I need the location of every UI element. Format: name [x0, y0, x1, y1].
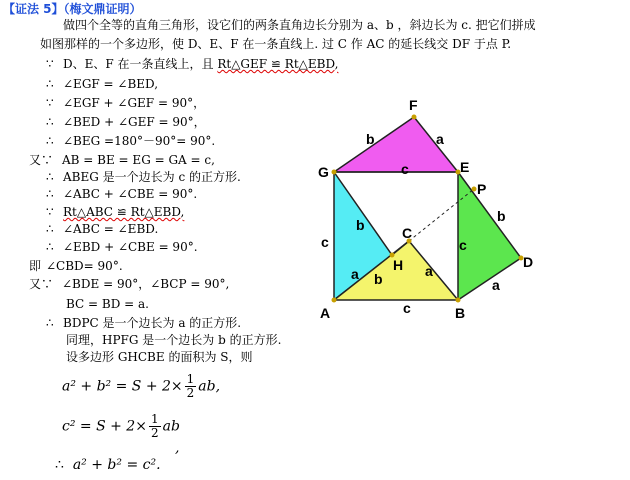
proof-text: ∠BED + ∠GEF = 90°，: [63, 115, 206, 129]
proof-symbol: 即: [29, 259, 42, 273]
side-left-a: a: [351, 266, 359, 282]
side-top-c: c: [401, 161, 409, 177]
conclusion-text: a² + b² = c².: [72, 457, 161, 473]
label-d: D: [523, 254, 534, 270]
proof-text: BDPC 是一个边长为 a 的正方形.: [63, 316, 242, 330]
proof-text: AB = BE = EG = GA = c,: [62, 153, 215, 167]
side-bottom-b: b: [374, 271, 383, 287]
label-a: A: [320, 305, 331, 321]
proof-text: ∠EGF + ∠GEF = 90°，: [63, 96, 206, 110]
side-left-b: b: [356, 217, 365, 233]
vertex-g: [332, 170, 337, 175]
triangle-ebd: [458, 172, 521, 300]
side-bottom-c: c: [403, 300, 411, 316]
vertex-f: [412, 115, 417, 120]
side-bottom-a: a: [425, 263, 433, 279]
proof-symbol: 又∵: [29, 153, 54, 167]
proof-text: D、E、F 在一条直线上，且: [63, 57, 218, 71]
proof-symbol: ∴: [46, 240, 54, 254]
side-top-b: b: [366, 131, 375, 147]
label-c: C: [402, 225, 413, 241]
proof-text: ∠EBD + ∠CBE = 90°.: [63, 240, 198, 254]
proof-symbol: ∴: [46, 115, 54, 129]
proof-symbol: ∵: [46, 96, 54, 110]
eq2-tail: ,: [175, 440, 180, 456]
side-top-a: a: [436, 131, 444, 147]
conclusion-symbol: ∴: [55, 457, 64, 473]
label-g: G: [318, 164, 329, 180]
proof-symbol: ∴: [46, 222, 54, 236]
side-left-c: c: [321, 234, 329, 250]
eq1-left: a² + b² = S + 2×: [62, 378, 183, 395]
proof-text: ∠CBD= 90°.: [46, 259, 123, 273]
side-right-a: a: [492, 277, 500, 293]
proof-text: ∠ABC = ∠EBD.: [63, 222, 159, 236]
proof-symbol: ∴: [46, 134, 54, 148]
eq2-num: 1: [150, 412, 159, 426]
proof-text: BC = BD = a.: [66, 297, 149, 311]
proof-text: 同理，HPFG 是一个边长为 b 的正方形.: [66, 333, 282, 347]
eq2-left: c² = S + 2×: [62, 418, 147, 435]
side-right-b: b: [497, 208, 506, 224]
congruence-statement: Rt△ABC ≌ Rt△EBD,: [63, 205, 185, 219]
proof-text: ∠EGF = ∠BED,: [63, 77, 159, 91]
proof-symbol: ∵: [46, 57, 54, 71]
eq1-den: 2: [186, 386, 195, 400]
proof-symbol: ∴: [46, 170, 54, 184]
side-right-c: c: [459, 237, 467, 253]
proof-text: ABEG 是一个边长为 c 的正方形.: [63, 170, 241, 184]
label-b: B: [455, 305, 466, 321]
eq1-right: ab,: [198, 378, 221, 395]
eq1-num: 1: [186, 372, 195, 386]
attribution: （梅文鼎证明）: [63, 2, 142, 16]
label-h: H: [393, 257, 404, 273]
eq2-right: ab: [162, 418, 180, 435]
vertex-b: [456, 298, 461, 303]
label-p: P: [477, 181, 487, 197]
proof-symbol: ∴: [46, 187, 54, 201]
proof-symbol: ∵: [46, 205, 54, 219]
proof-text: ∠BDE = 90°，∠BCP = 90°,: [62, 277, 230, 291]
method-label: 【证法 5】: [3, 2, 64, 16]
congruence-statement: Rt△GEF ≌ Rt△EBD,: [217, 57, 339, 71]
vertex-a: [332, 298, 337, 303]
proof-text: ∠ABC + ∠CBE = 90°.: [63, 187, 198, 201]
proof-symbol: ∴: [46, 77, 54, 91]
proof-text: ∠BEG =180°－90°= 90°.: [63, 134, 216, 148]
proof-symbol: ∴: [46, 316, 54, 330]
label-e: E: [460, 159, 470, 175]
label-f: F: [409, 97, 418, 113]
proof-symbol: 又∵: [29, 277, 54, 291]
intro-line-1: 做四个全等的直角三角形，设它们的两条直角边长分别为 a、b ，斜边长为 c. 把它们拼成: [63, 18, 536, 32]
intro-line-2: 如图那样的一个多边形，使 D、E、F 在一条直线上. 过 C 作 AC 的延长线交 DF 于点 P.: [40, 37, 512, 51]
vertex-p: [472, 187, 477, 192]
proof-text: 设多边形 GHCBE 的面积为 S，则: [66, 350, 253, 364]
eq2-den: 2: [150, 426, 159, 440]
